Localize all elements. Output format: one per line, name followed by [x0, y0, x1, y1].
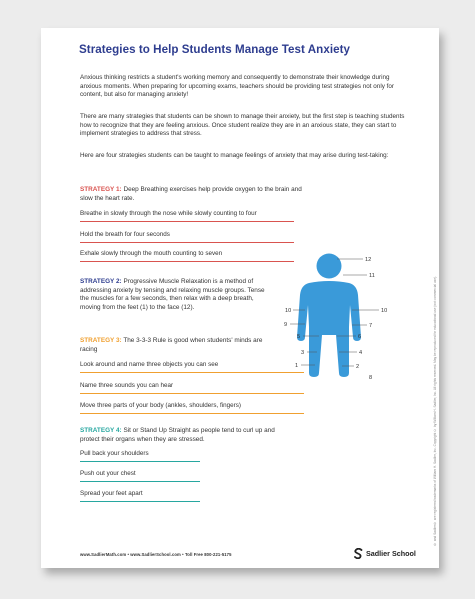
strategy-1-item-2: Hold the breath for four seconds	[80, 231, 294, 243]
copyright-notice: ® and Sadlier® are registered trademarks of William H. Sadlier, Inc. Copyright © by William H. Sadlier, Inc. All rights reserved. May be reproduced for educational use (not commercial use).	[433, 276, 437, 546]
strategy-2-label: STRATEGY 2:	[80, 278, 122, 285]
figure-label-12: 12	[365, 257, 372, 263]
strategy-4-item-3: Spread your feet apart	[80, 490, 200, 502]
strategy-4-label: STRATEGY 4:	[80, 427, 122, 434]
figure-label-4: 4	[359, 350, 363, 356]
strategy-4-item-1: Pull back your shoulders	[80, 450, 200, 462]
strategy-1-label: STRATEGY 1:	[80, 186, 122, 193]
page-title: Strategies to Help Students Manage Test Anxiety	[79, 43, 350, 56]
strategy-2	[80, 278, 270, 312]
figure-label-11: 11	[369, 273, 375, 279]
figure-label-1: 1	[295, 363, 299, 369]
intro-paragraph-3: Here are four strategies students can be taught to manage feelings of anxiety that may arise during test-taking:	[80, 152, 389, 159]
sadlier-logo	[354, 548, 416, 559]
strategy-3-item-3: Move three parts of your body (ankles, shoulders, fingers)	[80, 402, 304, 414]
strategy-1-text: Deep Breathing exercises help provide oxygen to the brain and slow the heart rate.	[80, 186, 302, 202]
strategy-1	[80, 186, 308, 203]
sadlier-logo-icon	[354, 548, 363, 559]
worksheet-page	[41, 28, 439, 568]
figure-label-2: 2	[356, 364, 360, 370]
strategy-3	[80, 337, 270, 354]
figure-label-10-left: 10	[285, 308, 292, 314]
intro-paragraph-2: There are many strategies that students can be shown to manage their anxiety, but the first step is teaching students how to recognize that they are feeling anxious. Once student realize they are in an anxious state, they can start to implement strategies to address that stress.	[80, 113, 405, 138]
strategy-1-item-1: Breathe in slowly through the nose while slowly counting to four	[80, 210, 294, 222]
strategy-3-text: The 3-3-3 Rule is good when students' minds are racing	[80, 337, 263, 353]
body-silhouette	[297, 254, 361, 378]
figure-label-5: 5	[297, 334, 301, 340]
strategy-1-item-3: Exhale slowly through the mouth counting to seven	[80, 250, 294, 262]
figure-label-10-right: 10	[381, 308, 388, 314]
figure-label-6: 6	[358, 334, 362, 340]
intro-paragraph-1: Anxious thinking restricts a student's working memory and consequently to demonstrate their knowledge during anxious moments. When preparing for upcoming exams, teachers should be providing test strategies not only for content, but also for managing anxiety!	[80, 74, 394, 99]
body-figure	[279, 253, 391, 379]
figure-label-9: 9	[284, 322, 288, 328]
strategy-4-item-2: Push out your chest	[80, 470, 200, 482]
strategy-2-text: Progressive Muscle Relaxation is a method of addressing anxiety by tensing and relaxing muscle groups. Tense the muscles for a few seconds, then relax with a deep breath, moving from the feet (1) to the face (12).	[80, 278, 265, 311]
figure-label-8: 8	[369, 375, 373, 379]
strategy-3-item-1: Look around and name three objects you can see	[80, 361, 304, 373]
strategy-3-item-2: Name three sounds you can hear	[80, 382, 304, 394]
strategy-4	[80, 427, 280, 444]
strategy-4-text: Sit or Stand Up Straight as people tend to curl up and protect their organs when they are stressed.	[80, 427, 275, 443]
strategy-3-label: STRATEGY 3:	[80, 337, 122, 344]
sadlier-logo-text: Sadlier School	[366, 549, 416, 558]
figure-label-7: 7	[369, 323, 373, 329]
footer-contact: www.SadlierMath.com • www.SadlierSchool.com • Toll Free 800-221-5175	[80, 552, 232, 557]
figure-label-3: 3	[301, 350, 305, 356]
